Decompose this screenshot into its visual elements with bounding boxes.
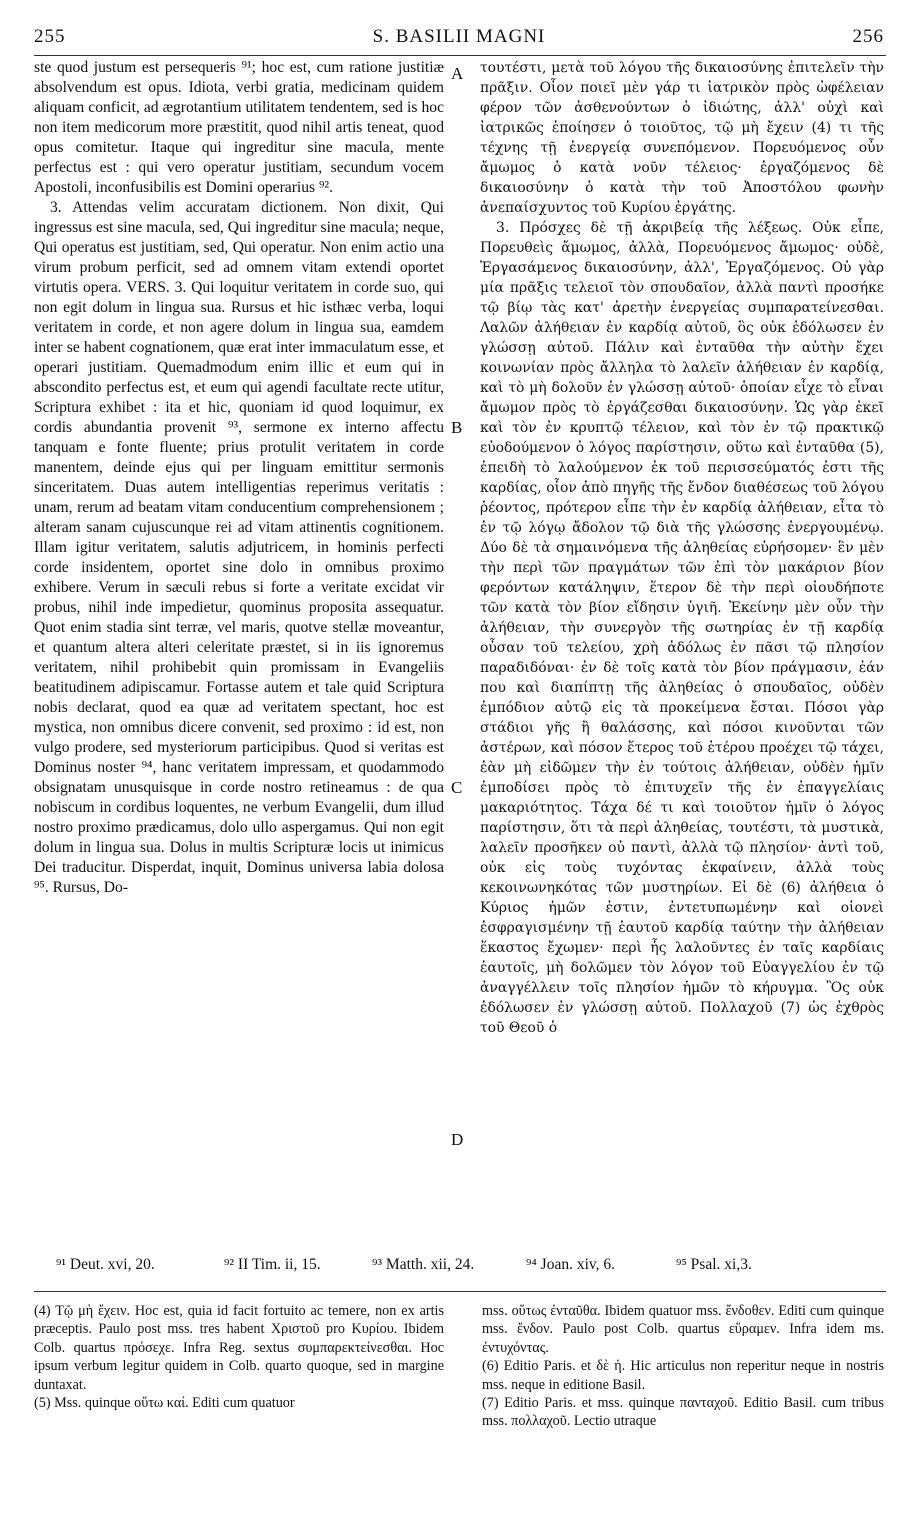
scripture-ref: ⁹⁴ Joan. xiv, 6. <box>526 1256 616 1273</box>
margin-marker-c: C <box>451 778 463 797</box>
notes-right-column <box>482 1302 884 1516</box>
scripture-ref: ⁹⁵ Psal. xi,3. <box>676 1256 752 1273</box>
greek-column <box>480 58 884 1036</box>
footnote: (7) Editio Paris. et mss. quinque πανταχοῦ. Editio Basil. cum tribus mss. πολλαχοῦ. Lectio utraque <box>482 1395 884 1430</box>
margin-marker-d: D <box>451 1130 464 1149</box>
margin-marker-a: A <box>451 64 464 83</box>
scripture-ref: ⁹¹ Deut. xvi, 20. <box>56 1256 155 1273</box>
footnote: (5) Mss. quinque οὕτω καί. Editi cum quatuor <box>34 1395 295 1412</box>
footnote: (4) Τῷ μὴ ἔχειν. Hoc est, quia id facit fortuito ac temere, non ex artis præceptis. Paulo post mss. tres habent Χριστοῦ pro Κυρίου. Ibidem Colb. quartus πρόσεχε. Infra Reg. sextus συμπαρεκτείνεσθαι. Hoc ipsum verbum legitur quidem in Colb. quarto quoque, sed in margine duntaxat. <box>34 1303 444 1393</box>
notes-rule <box>34 1291 886 1292</box>
margin-marker-b: B <box>451 418 463 437</box>
notes-left-column <box>34 1302 444 1516</box>
latin-column <box>34 58 444 896</box>
latin-paragraph: 3. Attendas velim accuratam dictionem. Non dixit, Qui ingressus est sine macula, sed, Qui ingreditur sine macula; neque, Qui operatus est justitiam, sed, Qui operatur. Non enim actio una virum probum perficit, sed ad omnem vitam extendi oportet virtutis opera. VERS. 3. Qui loquitur veritatem in corde suo, qui non egit dolum in lingua sua. Rursus et hic isthæc verba, loqui veritatem in corde, et non agere dolum in lingua sua, eamdem inter se habent cognationem, quæ erat inter immaculatum esse, et operari justitiam. Quemadmodum enim illic et eum qui in abscondito perfectus est, et eum qui agendi facultate recte utitur, Scriptura exhibet : ita et hic, quoniam id quod loquimur, ex cordis abundantia provenit ⁹³, sermone ex interno affectu tanquam e fonte fluente; prius protulit veritatem in corde manentem, deinde ejus qui per linguam emittitur sermonis sinceritatem. Duas autem intelligentias reperimus veritatis : unam, rerum ad beatam vitam conducentium comprehensionem ; alteram sanam cujuscunque rei ad vitam attinentis cognitionem. Illam igitur veritatem, salutis adjutricem, in hominis perfecti corde insidentem, oportet sine dolo in omnibus proximo exhibere. Verum in sæculi rebus si forte a veritate excidat vir probus, nihil inde impedietur, quominus proposita assequatur. Quot enim stadia sint terræ, vel maris, quotve stellæ moveantur, et quantum altera alteri celeritate præstet, si in iis ignoremus veritatem, nihil prohibebit quin promissam in Evangeliis beatitudinem adipiscamur. Fortasse autem et tale quid Scriptura nobis declarat, quod ea quæ ad veritatem spectant, hoc est mystica, non omnibus dicere convenit, sed proximo : id est, non vulgo prodere, sed mysteriorum participibus. Quod si veritas est Dominus noster ⁹⁴, hanc veritatem impressam, et quodammodo obsignatam unusquisque in corde nostro retineamus : de qua nobiscum in cordibus loquentes, ne verbum Evangelii, dum illud nostro proximo prædicamus, dolo ullo aspergamus. Qui non egit dolum in lingua sua. Dolus in multis Scripturæ locis ut inimicus Dei traducitur. Disperdat, inquit, Dominus universa labia dolosa ⁹⁵. Rursus, Do- <box>34 199 444 896</box>
scripture-ref: ⁹³ Matth. xii, 24. <box>372 1256 475 1273</box>
greek-paragraph: 3. Πρόσχες δὲ τῇ ἀκριβείᾳ τῆς λέξεως. Οὐκ εἶπε, Πορευθεὶς ἄμωμος, ἀλλὰ, Πορευόμενος ἄμωμος· οὐδὲ, Ἐργασάμενος δικαιοσύνην, ἀλλ', Ἐργαζόμενος. Οὐ γὰρ μία πρᾶξις τελειοῖ τὸν σπουδαῖον, ἀλλὰ παντὶ προσήκε τῷ βίῳ τὰς κατ' ἀρετὴν ἐνεργείας συμπαρατείνεσθαι. Λαλῶν ἀλήθειαν ἐν καρδίᾳ αὐτοῦ, ὃς οὐκ ἐδόλωσεν ἐν γλώσσῃ αὐτοῦ. Πάλιν καὶ ἐνταῦθα τὴν αὐτὴν ἔχει κοινωνίαν πρὸς ἄλληλα τὸ λαλεῖν ἀλήθειαν ἐν καρδίᾳ, καὶ τὸ μὴ δολοῦν ἐν γλώσσῃ αὐτοῦ· ὁποίαν εἶχε τὸ εἶναι ἄμωμον πρὸς τὸ ἐργάζεσθαι δικαιοσύνην. Ὡς γὰρ ἐκεῖ καὶ τὸν ἐν κρυπτῷ τέλειον, καὶ τὸν ἐν τῷ πρακτικῷ εὐοδούμενον ὁ λόγος παρίστησιν, οὕτω καὶ ἐνταῦθα (5), ἐπειδὴ τὸ λαλούμενον ἐκ τοῦ περισσεύματός ἐστι τῆς καρδίας, οἷον ἀπὸ πηγῆς τῆς ἔνδον διαθέσεως τοῦ λόγου ῥέοντος, πρότερον εἶπε τὴν ἐν καρδίᾳ ἀλήθειαν, εἶτα τὸ ἐν τῷ λόγῳ ἄδολον τῷ διὰ τῆς γλώσσης ἐνεργουμένῳ. Δύο δὲ τὰ σημαινόμενα τῆς ἀληθείας εὑρήσομεν· ἓν μὲν τὴν περὶ τῶν πραγμάτων τῶν ἐπὶ τὸν μακάριον βίον φερόντων κατάληψιν, ἕτερον δὲ τὴν περὶ οἱουδήποτε τῶν κατὰ τὸν βίον εἴδησιν ὑγιῆ. Ἐκείνην μὲν οὖν τὴν ἀλήθειαν, τὴν συνεργὸν τῆς σωτηρίας ἐν τῇ καρδίᾳ οὖσαν τοῦ τελείου, χρὴ ἀδόλως ἐν πᾶσι τῷ πλησίον παραδιδόναι· ἐν δὲ τοῖς κατὰ τὸν βίον πράγμασιν, ἐάν που καὶ διαπίπτῃ τῆς ἀληθείας ὁ σπουδαῖος, οὐδὲν ἐμπόδιον αὐτῷ εἰς τὰ προκείμενα ἔσται. Πόσοι γὰρ στάδιοι γῆς ἢ θαλάσσης, καὶ πόσοι κινοῦνται τῶν ἀστέρων, καὶ πόσον ἕτερος τοῦ ἑτέρου προέχει τῷ τάχει, ἐὰν μὴ εἰδῶμεν τὴν ἐν τούτοις ἀλήθειαν, οὐδὲν ἡμῖν ἐμποδίσει πρὸς τὸ ἐπιτυχεῖν τῆς ἐν ἐπαγγελίαις μακαριότητος. Τάχα δέ τι καὶ τοιοῦτον ἡμῖν ὁ λόγος παρίστησιν, ὅτι τὰ περὶ ἀληθείας, τουτέστι, τὰ μυστικὰ, λαλεῖν προσῆκεν οὐ παντὶ, ἀλλὰ τῷ πλησίον· ἀντὶ τοῦ, οὐκ εἰς τοὺς τυχόντας ἐκφαίνειν, ἀλλὰ τοὺς κεκοινωνηκότας τῶν μυστηρίων. Εἰ δὲ (6) ἀλήθεια ὁ Κύριος ἡμῶν ἐστιν, ἐντετυπωμένην καὶ οἱονεὶ ἐσφραγισμένην τῇ ἑαυτοῦ καρδίᾳ ταύτην τὴν ἀλήθειαν ἕκαστος ἔχωμεν· περὶ ἧς λαλοῦντες ἐν ταῖς καρδίαις ἑαυτοῖς, μὴ δολῶμεν τὸν λόγον τοῦ Εὐαγγελίου ἐν τῷ ἀναγγέλλειν τοῖς πλησίον ἡμῶν τὸ κήρυγμα. Ὃς οὐκ ἐδόλωσεν ἐν γλώσσῃ αὐτοῦ. Πολλαχοῦ (7) ὡς ἐχθρὸς τοῦ Θεοῦ ὁ <box>480 220 884 1036</box>
running-title: S. BASILII MAGNI <box>372 26 546 47</box>
page-number-right: 256 <box>852 26 884 47</box>
scripture-references <box>34 1256 886 1286</box>
footnote: (6) Editio Paris. et δὲ ἡ. Hic articulus non reperitur neque in nostris mss. neque in editione Basil. <box>482 1358 884 1393</box>
greek-paragraph: τουτέστι, μετὰ τοῦ λόγου τῆς δικαιοσύνης ἐπιτελεῖν τὴν πρᾶξιν. Οἷον ποιεῖ μὲν γάρ τι ἰατρικὸν πρὸς ὠφέλειαν φέρον τῶν ἀσθενούντων ὁ ἰδιώτης, ἀλλ' οὐχὶ καὶ ἰατρικῶς ἐποίησεν ὁ τοιοῦτος, τῷ μὴ ἔχειν (4) τι τῆς τέχνης τῇ ἐνεργείᾳ συνεπόμενον. Πορευόμενος οὖν ἄμωμος ὁ κατὰ νοῦν τέλειος· ἐργαζόμενος δὲ δικαιοσύνην ὁ κατὰ τὴν τοῦ Ἀποστόλου φωνὴν ἀνεπαίσχυντος τοῦ Κυρίου ἐργάτης. <box>480 60 884 216</box>
header-rule <box>34 55 886 56</box>
running-header <box>34 26 884 52</box>
page-number-left: 255 <box>34 26 66 47</box>
latin-paragraph: ste quod justum est persequeris ⁹¹; hoc est, cum ratione justitiæ absolvendum est opus. Idiota, verbi gratia, medicinam quidem aliquam conficit, ad ægrotantium utilitatem tendentem, sed is hoc non item medicorum more præstitit, quod nihil artis teneat, quod opus comitetur. Itaque qui ingreditur sine macula, mente perfectus est : qui vero operatur justitiam, secundum vocem Apostoli, inconfusibilis est Domini operarius ⁹². <box>34 59 444 196</box>
scripture-ref: ⁹² II Tim. ii, 15. <box>224 1256 321 1273</box>
footnote: mss. οὕτως ἐνταῦθα. Ibidem quatuor mss. ἔνδοθεν. Editi cum quinque mss. ἔνδον. Paulo post Colb. quartus εὕραμεν. Infra idem ms. ἐντυχόντας. <box>482 1303 884 1356</box>
